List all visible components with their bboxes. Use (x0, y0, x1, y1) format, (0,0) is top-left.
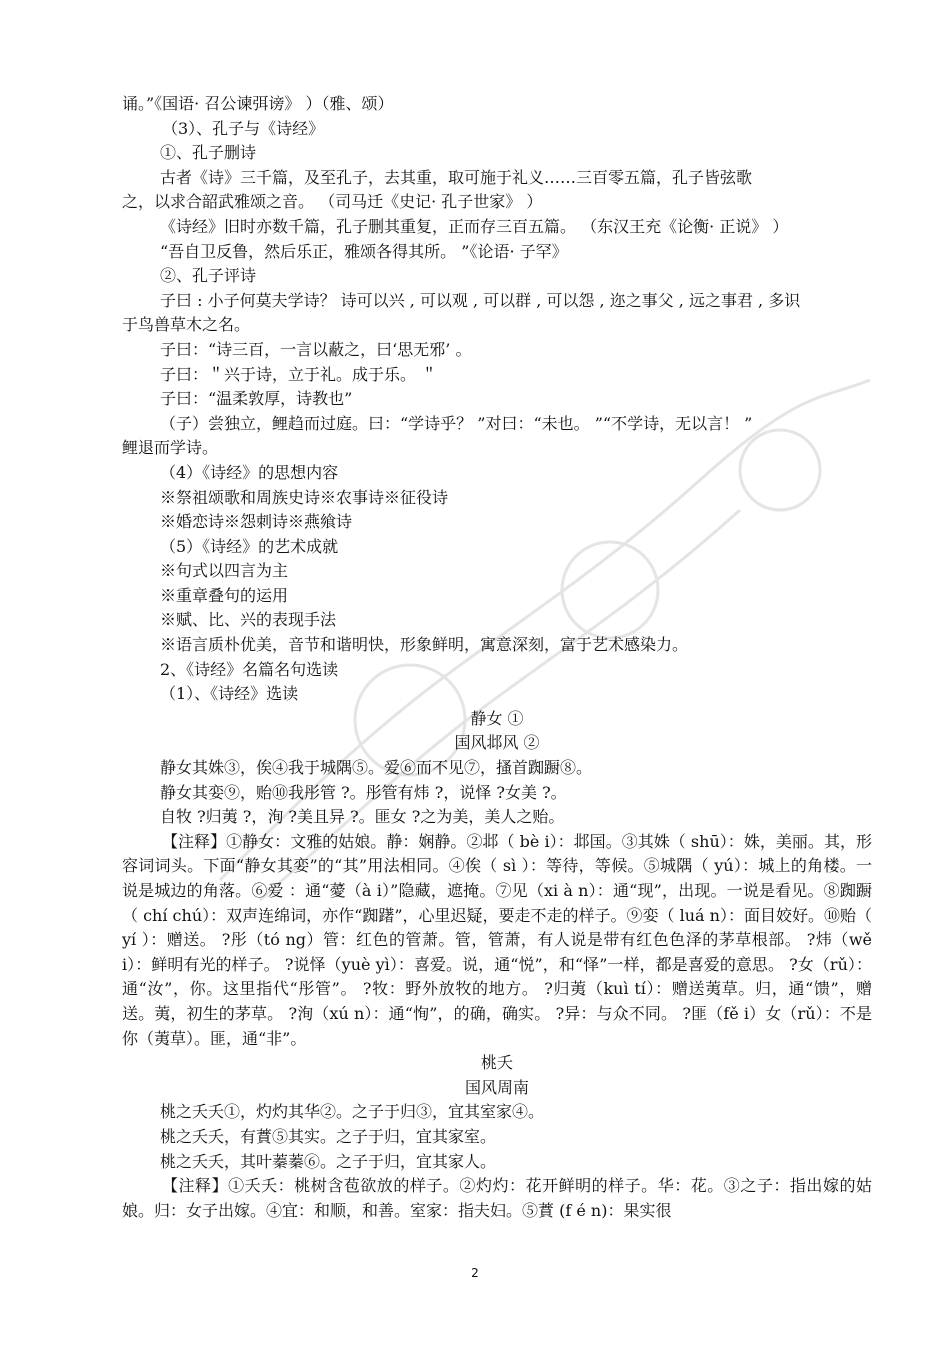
section-heading: （1）、《诗经》选读 (160, 684, 299, 704)
poem-line: 静女其娈⑨，贻⑩我彤管 ?。彤管有炜 ?，说怿 ?女美 ?。 (160, 782, 567, 802)
bullet-line: ※赋、比、兴的表现手法 (160, 610, 337, 630)
text-line: （子）尝独立，鲤趋而过庭。曰：“学诗乎？ ”对曰：“未也。 ”“不学诗，无以言！ ” (160, 413, 753, 433)
subsection-heading: ①、孔子删诗 (160, 143, 257, 163)
text-line: 诵。”《国语· 召公谏弭谤》 ）（雅、颂） (122, 94, 394, 113)
page-number: 2 (471, 1266, 479, 1280)
bullet-line: ※重章叠句的运用 (160, 585, 289, 605)
bullet-line: ※语言质朴优美，音节和谐明快，形象鲜明，寓意深刻，富于艺术感染力。 (160, 635, 689, 655)
poem-source: 国风周南 (464, 1077, 529, 1097)
text-line: 子曰：＂兴于诗，立于礼。成于乐。 ＂ (160, 364, 438, 384)
bullet-line: ※祭祖颂歌和周族史诗※农事诗※征役诗 (160, 487, 449, 507)
text-line: 古者《诗》三千篇，及至孔子，去其重，取可施于礼义……三百零五篇，孔子皆弦歌 (160, 167, 753, 187)
bullet-line: ※句式以四言为主 (160, 561, 289, 581)
poem-line: 自牧 ?归荑 ?，洵 ?美且异 ?。匪女 ?之为美，美人之贻。 (160, 807, 565, 827)
poem-line: 静女其姝③，俟④我于城隅⑤。爱⑥而不见⑦，搔首踟蹰⑧。 (160, 758, 593, 778)
poem-line: 桃之夭夭，其叶蓁蓁⑥。之子于归，宜其家人。 (160, 1151, 497, 1171)
text-line: 之，以求合韶武雅颂之音。 （司马迁《史记· 孔子世家》 ） (122, 192, 543, 212)
subsection-heading: ②、孔子评诗 (160, 266, 257, 286)
section-heading: （3）、孔子与《诗经》 (162, 118, 325, 138)
text-line: 于鸟兽草木之名。 (122, 315, 251, 335)
poem-source: 国风邶风 ② (454, 733, 540, 753)
document-text (122, 92, 872, 1223)
annotation-paragraph: 【注释】①夭夭：桃树含苞欲放的样子。②灼灼：花开鲜明的样子。华：花。③之子：指出嫁的姑娘。归：女子出嫁。④宜：和顺，和善。室家：指夫妇。⑤蕡 (f é n)：果实很 (122, 1176, 872, 1220)
section-heading: 2、《诗经》名篇名句选读 (160, 659, 339, 679)
poem-line: 桃之夭夭，有蕡⑤其实。之子于归，宜其家室。 (160, 1126, 497, 1146)
text-line: 子曰：“诗三百，一言以蔽之，曰‘思无邪’ 。 (160, 339, 472, 359)
section-heading: （4）《诗经》的思想内容 (160, 462, 339, 482)
text-line: “吾自卫反鲁，然后乐正，雅颂各得其所。 ”《论语· 子罕》 (160, 241, 568, 261)
annotation-paragraph: 【注释】①静女：文雅的姑娘。静：娴静。②邶（ bè i）：邶国。③其姝（ shū）：姝，美丽。其，形容词词头。下面“静女其娈”的“其”用法相同。④俟（ sì ）：等待，等候。⑤城隅（ yú）：城上的角楼。一说是城边的角落。⑥爱 ：通“薆（à i）”隐藏，遮掩。⑦见（xi à n）：通“现”，出现。一说是看见。⑧踟蹰（ chí chú）：双声连绵词，亦作“踟躇”，心里迟疑，要走不走的样子。⑨娈（ luá n）：面目姣好。⑩贻（ yí ）：赠送。 ?彤（tó ng）管：红色的管萧。管，管萧，有人说是带有红色色泽的茅草根部。 ?炜（wě i）：鲜明有光的样子。 ?说怿（yuè yì）：喜爱。说，通“悦”，和“怿”一样，都是喜爱的意思。 ?女（rǔ）：通“汝”，你。这里指代“彤管”。 ?牧：野外放牧的地方。 ?归荑（kuì tí）：赠送荑草。归，通“馈”，赠送。荑，初生的茅草。 ?洵（xú n）：通“恂”，的确，确实。 ?异：与众不同。 ?匪（fě i）女（rǔ）：不是你（荑草）。匪，通“非”。 (122, 831, 872, 1048)
section-heading: （5）《诗经》的艺术成就 (160, 536, 339, 556)
poem-title: 静女 ① (470, 708, 524, 728)
poem-line: 桃之夭夭①，灼灼其华②。之子于归③，宜其室家④。 (160, 1102, 545, 1122)
text-line: 子曰：“温柔敦厚，诗教也” (160, 389, 353, 409)
text-line: 鲤退而学诗。 (122, 438, 219, 458)
poem-title: 桃夭 (480, 1053, 513, 1073)
bullet-line: ※婚恋诗※怨刺诗※燕飨诗 (160, 512, 353, 532)
text-line: 子曰 : 小子何莫夫学诗？ 诗可以兴 , 可以观 , 可以群 , 可以怨 , 迩之事父 , 远之事君 , 多识 (160, 290, 801, 310)
text-line: 《诗经》旧时亦数千篇，孔子删其重复，正而存三百五篇。 （东汉王充《论衡· 正说》 ） (160, 216, 789, 236)
